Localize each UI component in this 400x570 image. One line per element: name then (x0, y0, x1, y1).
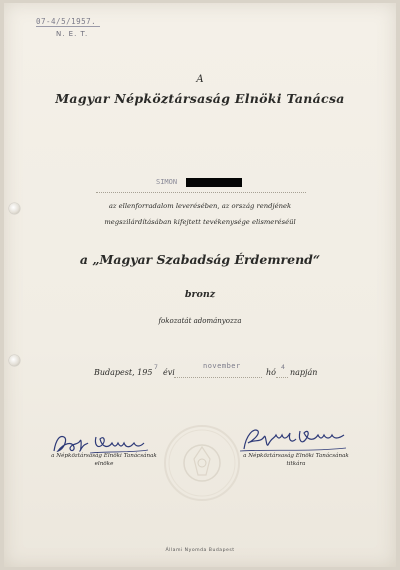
right-signature-caption: a Népköztársaság Elnöki Tanácsának (243, 453, 349, 459)
reference-underline (36, 26, 100, 27)
date-month: november (203, 362, 241, 370)
certificate-sheet (4, 3, 396, 567)
left-signature-role: elnöke (94, 461, 114, 467)
date-city-year: Budapest, 195 (94, 368, 153, 377)
citation-line-1: az ellenforradalom leverésében, az ország rendjének (108, 202, 292, 210)
recipient-dotted-line (96, 192, 306, 193)
date-napjan-label: napján (290, 368, 318, 377)
recipient-name: SIMON (156, 178, 178, 186)
conferral-text: fokozatát adományozza (158, 317, 242, 325)
award-degree: bronz (184, 289, 216, 300)
redaction-bar (186, 178, 242, 187)
citation-line-2: megszilárdításában kifejtett tevékenysége elismeréséül (104, 218, 296, 226)
punch-hole (9, 355, 20, 366)
date-dots (174, 377, 262, 378)
reference-code: N. E. T. (56, 30, 89, 38)
council-title: Magyar Népköztársaság Elnöki Tanácsa (55, 91, 345, 106)
date-evi-label: évi (163, 368, 175, 377)
date-line (94, 362, 334, 378)
order-name: a „Magyar Szabadság Érdemrend“ (79, 252, 321, 267)
right-signature-role: titkára (286, 461, 306, 467)
header-preposition: A (196, 74, 204, 85)
reference-number: 07-4/5/1957. (36, 17, 97, 26)
date-day: 4 (281, 363, 286, 371)
date-ho-label: hó (266, 368, 276, 377)
printer-imprint: Állami Nyomda Budapest (165, 548, 235, 553)
date-year-digit: 7 (154, 363, 159, 371)
date-dots (276, 377, 288, 378)
embossed-seal (162, 423, 242, 507)
left-signature-caption: a Népköztársaság Elnöki Tanácsának (51, 453, 157, 459)
